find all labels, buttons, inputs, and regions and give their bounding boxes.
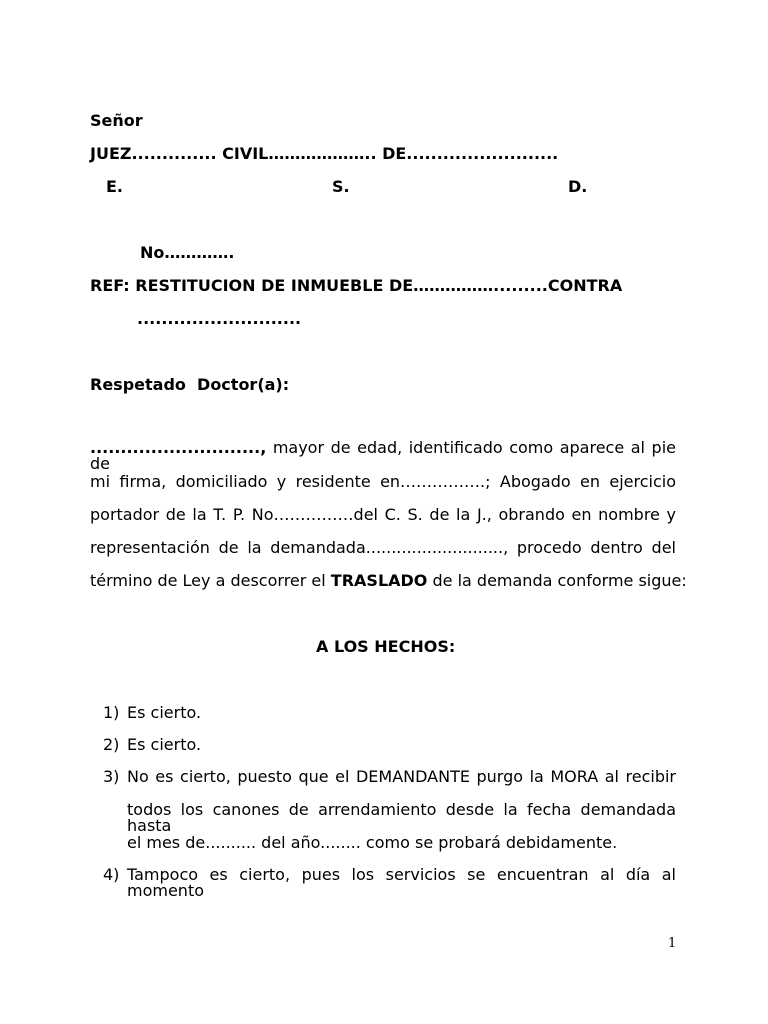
section-title: A LOS HECHOS: — [316, 637, 456, 656]
fact-number: 2) — [103, 735, 120, 754]
fact-text-cont: todos los canones de arrendamiento desde la fecha demandada hasta — [127, 800, 676, 835]
city-e: E. — [106, 177, 124, 196]
fact-text: No es cierto, puesto que el DEMANDANTE purgo la MORA al recibir — [127, 767, 676, 786]
fact-number: 1) — [103, 703, 120, 722]
traslado-keyword: TRASLADO — [330, 571, 428, 590]
city-s: S. — [332, 177, 350, 196]
salutation: Señor — [90, 111, 143, 130]
case-number: No…………. — [140, 243, 235, 262]
intro-line-4: representación de la demandada..........................., procedo dentro del — [90, 538, 676, 557]
fact-number: 4) — [103, 865, 120, 884]
intro-line-1 — [90, 440, 676, 472]
fact-text: Es cierto. — [127, 735, 202, 754]
reference-line: REF: RESTITUCION DE INMUEBLE DE…………….........CONTRA — [90, 276, 623, 295]
intro-line-1-text: mayor de edad, identificado como aparece al pie de — [90, 438, 676, 473]
city-d: D. — [568, 177, 588, 196]
reference-continuation: ........................... — [137, 309, 302, 328]
judge-line: JUEZ.............. CIVIL……………….. DE......................... — [90, 144, 559, 163]
fact-text: Tampoco es cierto, pues los servicios se encuentran al día al momento — [127, 865, 676, 900]
intro-line-2: mi firma, domiciliado y residente en…………….; Abogado en ejercicio — [90, 472, 676, 491]
intro-line-5-pre: término de Ley a descorrer el — [90, 571, 331, 590]
intro-name-blank: ............................, — [90, 438, 267, 457]
fact-text-cont: el mes de.......... del año........ como se probará debidamente. — [127, 833, 618, 852]
intro-line-5 — [90, 573, 687, 589]
fact-text: Es cierto. — [127, 703, 202, 722]
fact-number: 3) — [103, 767, 120, 786]
greeting: Respetado Doctor(a): — [90, 375, 290, 394]
intro-line-5-post: de la demanda conforme sigue: — [427, 571, 687, 590]
page-number: 1 — [668, 936, 677, 951]
intro-line-3: portador de la T. P. No……………del C. S. de la J., obrando en nombre y — [90, 505, 676, 524]
